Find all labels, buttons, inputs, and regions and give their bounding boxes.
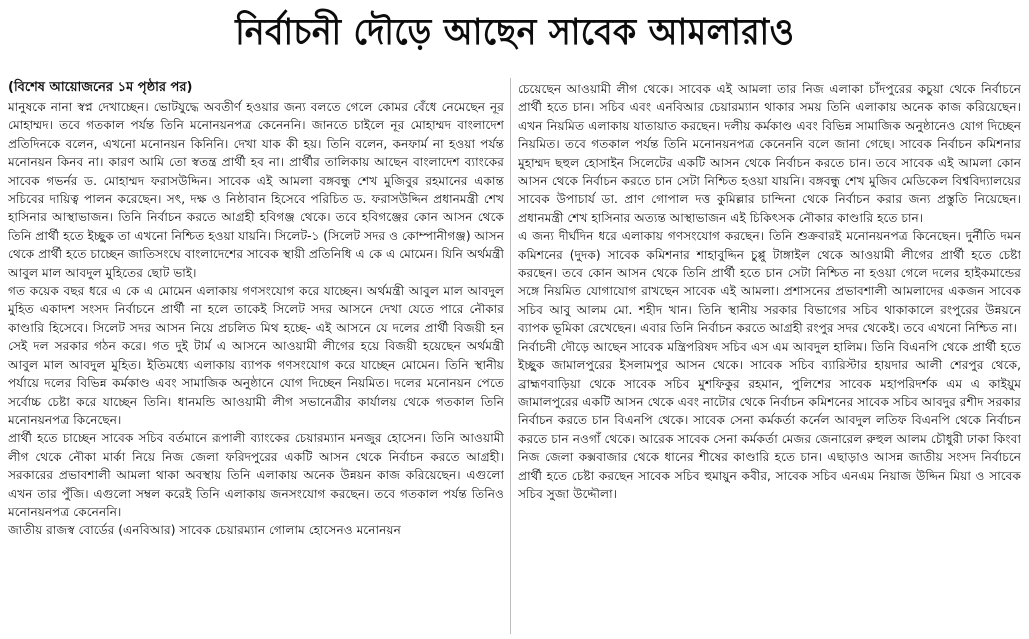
paragraph: নির্বাচনী দৌড়ে আছেন সাবেক মন্ত্রিপরিষদ সচিব এস এম আবদুল হালিম। তিনি বিএনপি থেকে প্রার্থী হতে ইচ্ছুক জামালপুরের ইসলামপুর আসন থেকে। সাবেক সচিব ব্যারিস্টার হায়দার আলী শেরপুর থেকে, ব্রাহ্মণবাড়িয়া থেকে সাবেক সচিব মুশফিকুর রহমান, পুলিশের সাবেক মহাপরিদর্শক এম এ কাইয়ুম জামালপুরের একটি আসন থেকে এবং নাটোর থেকে নির্বাচন কমিশনের সাবেক সচিব আবদুর রশীদ সরকার নির্বাচন করতে চান বিএনপি থেকে। সাবেক সেনা কর্মকর্তা কর্নেল আবদুল লতিফ বিএনপি থেকে নির্বাচন করতে চান নওগাঁ থেকে। আরেক সাবেক সেনা কর্মকর্তা মেজর জেনারেল রুহুল আলম চৌধুরী ঢাকা কিংবা নিজ জেলা কক্সবাজার থেকে ধানের শীষের কাণ্ডারি হতে চান। এছাড়াও আসন্ন জাতীয় সংসদ নির্বাচনে প্রার্থী হতে চেষ্টা করছেন সাবেক সচিব হুমায়ুন কবীর, সাবেক সচিব এনএম নিয়াজ উদ্দিন মিয়া ও সাবেক সচিব সুজা উদ্দৌলা। bbox=[518, 339, 1021, 501]
paragraph: মানুষকে নানা স্বপ্ন দেখাচ্ছেন। ভোটযুদ্ধে অবতীর্ণ হওয়ার জন্য বলতে গেলে কোমর বেঁধে নেমেছেন নূর মোহাম্মদ। তবে গতকাল পর্যন্ত তিনি মনোনয়নপত্র কেনেননি। জানতে চাইলে নূর মোহাম্মদ বাংলাদেশ প্রতিদিনকে বলেন, এখনো মনোনয়ন কিনিনি। দেখা যাক কী হয়। তিনি বলেন, কনফার্ম না হওয়া পর্যন্ত মনোনয়ন কিনব না। কারণ আমি তো স্বতন্ত্র প্রার্থী হব না। প্রার্থীর তালিকায় আছেন বাংলাদেশ ব্যাংকের সাবেক গভর্নর ড. মোহাম্মদ ফরাসউদ্দিন। সাবেক এই আমলা বঙ্গবন্ধু শেখ মুজিবুর রহমানের একান্ত সচিবের দায়িত্ব পালন করেছেন। সৎ, দক্ষ ও নিষ্ঠাবান হিসেবে পরিচিত ড. ফরাসউদ্দিন প্রধানমন্ত্রী শেখ হাসিনার আস্থাভাজন। তিনি নির্বাচন করতে আগ্রহী হবিগঞ্জ থেকে। তবে হবিগঞ্জের কোন আসন থেকে তিনি প্রার্থী হতে ইচ্ছুক তা এখনো নিশ্চিত হওয়া যায়নি। সিলেট-১ (সিলেট সদর ও কোম্পানীগঞ্জ) আসন থেকে প্রার্থী হতে চাচ্ছেন জাতিসংঘে বাংলাদেশের সাবেক স্থায়ী প্রতিনিধি এ কে এ মোমেন। যিনি অর্থমন্ত্রী আবুল মাল আবদুল মুহিতের ছোট ভাই। bbox=[8, 100, 504, 280]
article-headline bbox=[0, 8, 1029, 58]
right-column bbox=[518, 80, 1021, 636]
paragraph: গত কয়েক বছর ধরে এ কে এ মোমেন এলাকায় গণসংযোগ করে যাচ্ছেন। অর্থমন্ত্রী আবুল মাল আবদুল মুহিত একাদশ সংসদ নির্বাচনে প্রার্থী না হলে তাকেই সিলেট সদর আসনে দেখা যেতে পারে নৌকার কাণ্ডারি হিসেবে। সিলেট সদর আসন নিয়ে প্রচলিত মিথ হচ্ছে- এই আসনে যে দলের প্রার্থী বিজয়ী হন সেই দল সরকার গঠন করে। গত দুই টার্ম এ আসনে আওয়ামী লীগের হয়ে বিজয়ী হয়েছেন অর্থমন্ত্রী আবুল মাল আবদুল মুহিত। ইতিমধ্যে এলাকায় ব্যাপক গণসংযোগ করে যাচ্ছেন মোমেন। তিনি স্থানীয় পর্যায়ে দলের বিভিন্ন কর্মকাণ্ড এবং সামাজিক অনুষ্ঠানে যোগ দিচ্ছেন নিয়মিত। দলের মনোনয়ন পেতে সর্বোচ্চ চেষ্টা করে যাচ্ছেন তিনি। ধানমন্ডি আওয়ামী লীগ সভানেত্রীর কার্যালয় থেকে গতকাল তিনি মনোনয়নপত্র কিনেছেন। bbox=[8, 284, 504, 427]
paragraph: জাতীয় রাজস্ব বোর্ডের (এনবিআর) সাবেক চেয়ারম্যান গোলাম হোসেনও মনোনয়ন bbox=[8, 523, 401, 538]
headline-text: নির্বাচনী দৌড়ে আছেন সাবেক আমলারাও bbox=[234, 12, 795, 53]
continuation-note: (বিশেষ আয়োজনের ১ম পৃষ্ঠার পর) bbox=[8, 80, 193, 95]
column-divider bbox=[510, 78, 511, 634]
paragraph: এ জন্য দীর্ঘদিন ধরে এলাকায় গণসংযোগ করছেন। তিনি শুক্রবারই মনোনয়নপত্র কিনেছেন। দুর্নীতি দমন কমিশনের (দুদক) সাবেক কমিশনার শাহাবুদ্দিন চুপ্পু টাঙ্গাইল থেকে আওয়ামী লীগের প্রার্থী হতে চেষ্টা করছেন। তবে কোন আসন থেকে তিনি প্রার্থী হতে চান সেটা নিশ্চিত না হওয়া গেলে দলের হাইকমান্ডের সঙ্গে নিয়মিত যোগাযোগ রাখছেন সাবেক এই আমলা। প্রশাসনের প্রভাবশালী আমলাদের একজন সাবেক সচিব আবু আলম মো. শহীদ খান। তিনি স্থানীয় সরকার বিভাগের সচিব থাকাকালে রংপুরের উন্নয়নে ব্যাপক ভূমিকা রেখেছেন। এবার তিনি নির্বাচন করতে আগ্রহী রংপুর সদর থেকেই। তবে এখনো নিশ্চিত না। bbox=[518, 229, 1021, 336]
paragraph: প্রার্থী হতে চাচ্ছেন সাবেক সচিব বর্তমানে রূপালী ব্যাংকের চেয়ারম্যান মনজুর হোসেন। তিনি আওয়ামী লীগ থেকে নৌকা মার্কা নিয়ে নিজ জেলা ফরিদপুরের একটি আসন থেকে নির্বাচন করতে আগ্রহী। সরকারের প্রভাবশালী আমলা থাকা অবস্থায় তিনি এলাকায় অনেক উন্নয়ন কাজ করিয়েছেন। এগুলো এখন তার পুঁজি। এগুলো সম্বল করেই তিনি এলাকায় জনসংযোগ করছেন। তবে গতকাল পর্যন্ত তিনিও মনোনয়নপত্র কেনেননি। bbox=[8, 431, 504, 519]
paragraph: চেয়েছেন আওয়ামী লীগ থেকে। সাবেক এই আমলা তার নিজ এলাকা চাঁদপুরের কচুয়া থেকে নির্বাচনে প্রার্থী হতে চান। সচিব এবং এনবিআর চেয়ারম্যান থাকার সময় তিনি এলাকায় অনেক কাজ করিয়েছেন। এখন নিয়মিত এলাকায় যাতায়াত করছেন। দলীয় কর্মকাণ্ড এবং বিভিন্ন সামাজিক অনুষ্ঠানেও যোগ দিচ্ছেন নিয়মিত। তবে গতকাল পর্যন্ত তিনি মনোনয়নপত্র কেনেননি বলে জানা গেছে। সাবেক নির্বাচন কমিশনার মুহাম্মদ ছহুল হোসাইন সিলেটের একটি আসন থেকে নির্বাচন করতে চান। তবে সাবেক এই আমলা কোন আসন থেকে নির্বাচন করতে চান সেটা নিশ্চিত হওয়া যায়নি। বঙ্গবন্ধু শেখ মুজিব মেডিকেল বিশ্ববিদ্যালয়ের সাবেক উপাচার্য ডা. প্রাণ গোপাল দত্ত কুমিল্লার চান্দিনা থেকে নির্বাচন করার জন্য প্রস্তুতি নিয়েছেন। প্রধানমন্ত্রী শেখ হাসিনার অত্যন্ত আস্থাভাজন এই চিকিৎসক নৌকার কাণ্ডারি হতে চান। bbox=[518, 82, 1021, 225]
left-column bbox=[8, 78, 504, 634]
